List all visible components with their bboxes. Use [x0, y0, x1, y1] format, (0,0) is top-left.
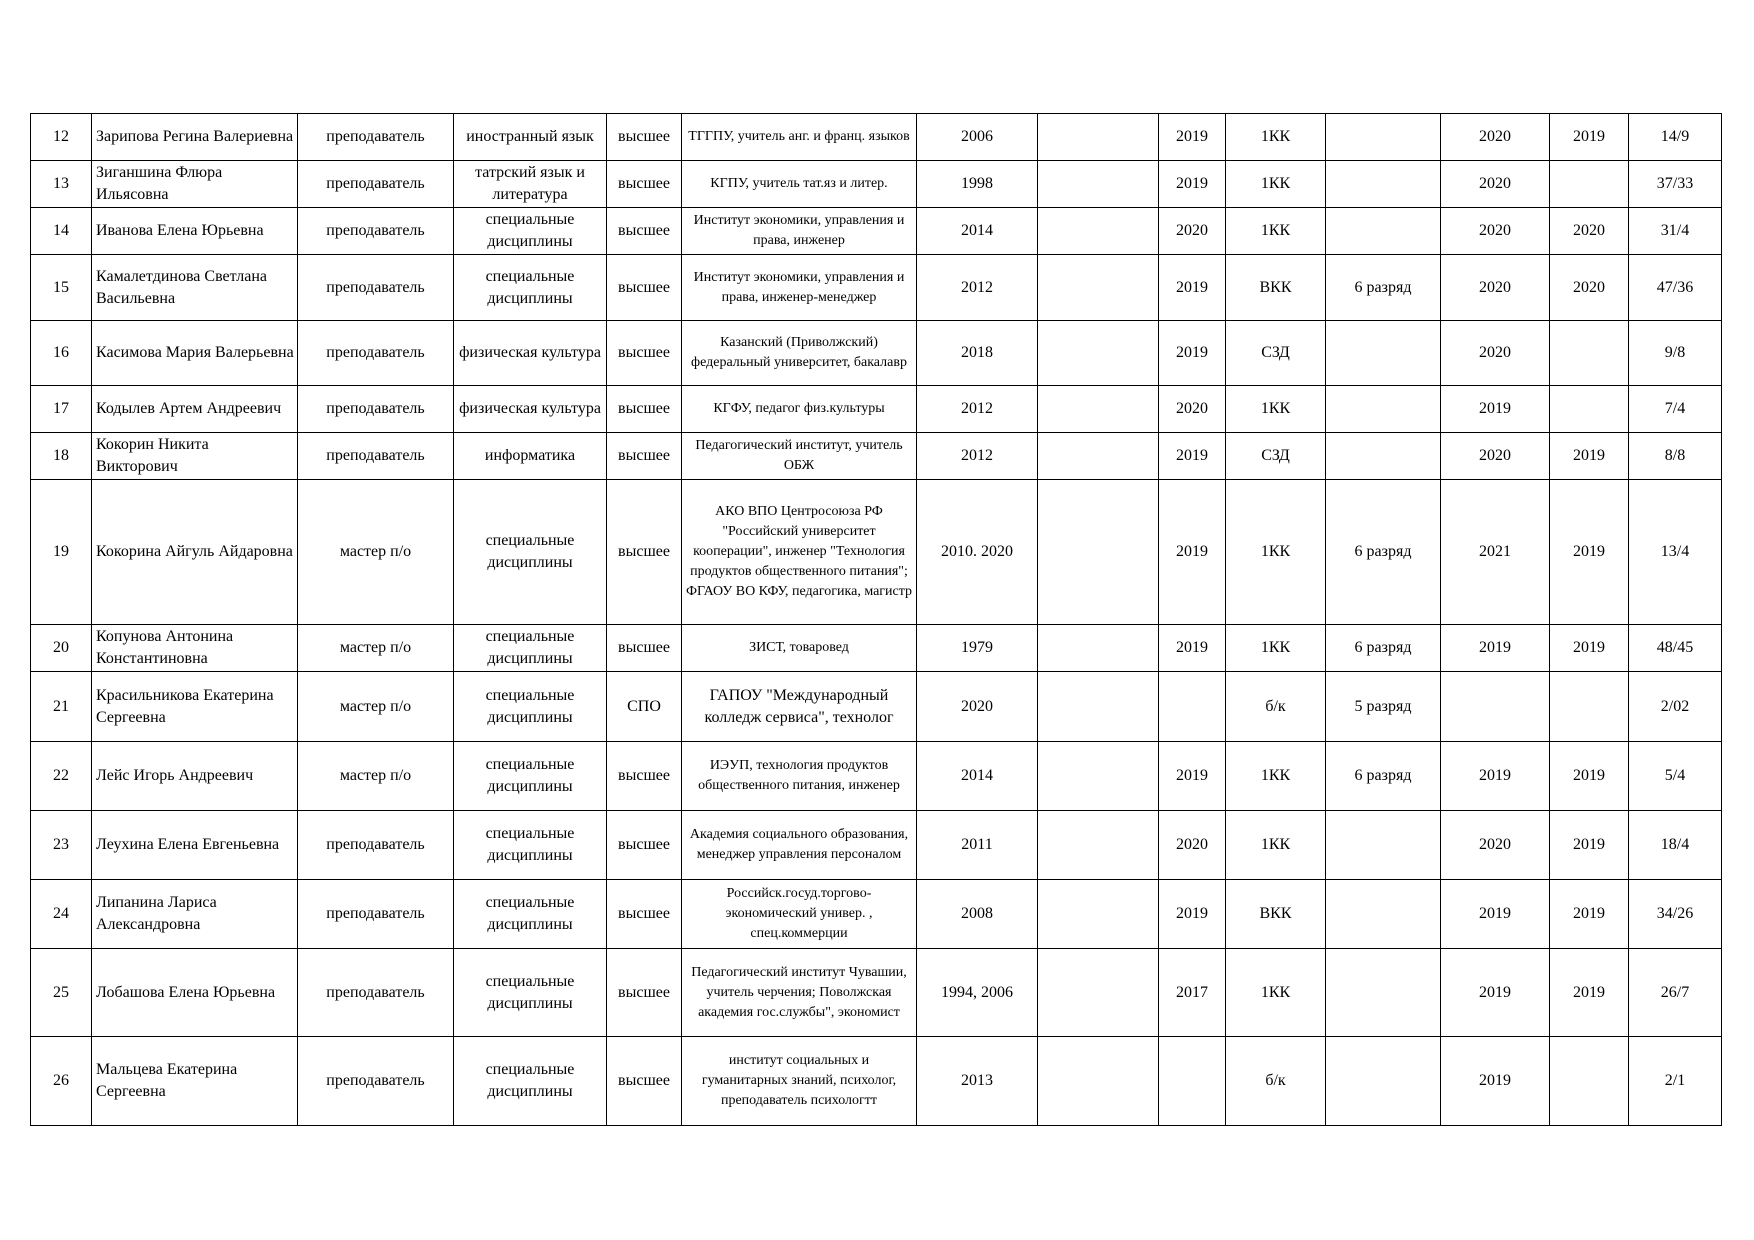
experience: 37/33 — [1629, 161, 1722, 208]
position: преподаватель — [298, 161, 454, 208]
qualification-category: 1КК — [1226, 949, 1326, 1037]
full-name: Копунова Антонина Константиновна — [92, 625, 298, 672]
internship-year: 2019 — [1550, 480, 1629, 625]
education-institution: КГПУ, учитель тат.яз и литер. — [682, 161, 917, 208]
work-rank: 6 разряд — [1326, 480, 1441, 625]
table-row — [31, 625, 1722, 672]
graduation-year: 2013 — [917, 1037, 1038, 1126]
education-level: высшее — [607, 433, 682, 480]
graduation-year: 2012 — [917, 255, 1038, 321]
work-rank — [1326, 1037, 1441, 1126]
experience: 26/7 — [1629, 949, 1722, 1037]
row-number: 26 — [31, 1037, 92, 1126]
full-name: Липанина Лариса Александровна — [92, 880, 298, 949]
full-name: Лейс Игорь Андреевич — [92, 742, 298, 811]
position: преподаватель — [298, 433, 454, 480]
course-year: 2020 — [1441, 433, 1550, 480]
table-row — [31, 255, 1722, 321]
certification-year: 2019 — [1159, 161, 1226, 208]
qualification-category: 1КК — [1226, 386, 1326, 433]
row-number: 25 — [31, 949, 92, 1037]
row-number: 13 — [31, 161, 92, 208]
empty-cell — [1038, 433, 1159, 480]
subject: специальные дисциплины — [454, 880, 607, 949]
qualification-category: СЗД — [1226, 321, 1326, 386]
row-number: 19 — [31, 480, 92, 625]
certification-year: 2019 — [1159, 114, 1226, 161]
course-year: 2021 — [1441, 480, 1550, 625]
subject: физическая культура — [454, 386, 607, 433]
graduation-year: 2008 — [917, 880, 1038, 949]
experience: 8/8 — [1629, 433, 1722, 480]
experience: 2/02 — [1629, 672, 1722, 742]
experience: 13/4 — [1629, 480, 1722, 625]
row-number: 16 — [31, 321, 92, 386]
certification-year: 2017 — [1159, 949, 1226, 1037]
table-row — [31, 949, 1722, 1037]
table-row — [31, 208, 1722, 255]
education-level: высшее — [607, 321, 682, 386]
empty-cell — [1038, 811, 1159, 880]
certification-year: 2020 — [1159, 811, 1226, 880]
course-year: 2020 — [1441, 114, 1550, 161]
course-year: 2019 — [1441, 949, 1550, 1037]
qualification-category: б/к — [1226, 672, 1326, 742]
certification-year: 2019 — [1159, 321, 1226, 386]
certification-year: 2020 — [1159, 386, 1226, 433]
internship-year: 2019 — [1550, 742, 1629, 811]
table-row — [31, 433, 1722, 480]
row-number: 22 — [31, 742, 92, 811]
education-level: высшее — [607, 161, 682, 208]
experience: 2/1 — [1629, 1037, 1722, 1126]
table-row — [31, 114, 1722, 161]
certification-year — [1159, 1037, 1226, 1126]
graduation-year: 2012 — [917, 433, 1038, 480]
empty-cell — [1038, 161, 1159, 208]
position: преподаватель — [298, 386, 454, 433]
work-rank: 5 разряд — [1326, 672, 1441, 742]
qualification-category: 1КК — [1226, 811, 1326, 880]
position: преподаватель — [298, 949, 454, 1037]
position: преподаватель — [298, 811, 454, 880]
course-year: 2020 — [1441, 321, 1550, 386]
graduation-year: 1979 — [917, 625, 1038, 672]
education-institution: Педагогический институт Чувашии, учитель черчения; Поволжская академия гос.службы", экономист — [682, 949, 917, 1037]
subject: специальные дисциплины — [454, 811, 607, 880]
course-year: 2020 — [1441, 255, 1550, 321]
certification-year — [1159, 672, 1226, 742]
table-row — [31, 480, 1722, 625]
experience: 7/4 — [1629, 386, 1722, 433]
graduation-year: 1994, 2006 — [917, 949, 1038, 1037]
row-number: 21 — [31, 672, 92, 742]
full-name: Зиганшина Флюра Ильясовна — [92, 161, 298, 208]
experience: 9/8 — [1629, 321, 1722, 386]
full-name: Кокорина Айгуль Айдаровна — [92, 480, 298, 625]
graduation-year: 2011 — [917, 811, 1038, 880]
position: мастер п/о — [298, 625, 454, 672]
education-level: высшее — [607, 208, 682, 255]
subject: специальные дисциплины — [454, 208, 607, 255]
subject: специальные дисциплины — [454, 625, 607, 672]
certification-year: 2020 — [1159, 208, 1226, 255]
education-level: СПО — [607, 672, 682, 742]
row-number: 12 — [31, 114, 92, 161]
course-year: 2019 — [1441, 742, 1550, 811]
internship-year — [1550, 672, 1629, 742]
work-rank — [1326, 161, 1441, 208]
education-institution: ГАПОУ "Международный колледж сервиса", технолог — [682, 672, 917, 742]
empty-cell — [1038, 949, 1159, 1037]
qualification-category: 1КК — [1226, 161, 1326, 208]
internship-year — [1550, 386, 1629, 433]
row-number: 23 — [31, 811, 92, 880]
certification-year: 2019 — [1159, 880, 1226, 949]
empty-cell — [1038, 625, 1159, 672]
course-year: 2019 — [1441, 880, 1550, 949]
education-institution: ЗИСТ, товаровед — [682, 625, 917, 672]
subject: информатика — [454, 433, 607, 480]
empty-cell — [1038, 880, 1159, 949]
certification-year: 2019 — [1159, 625, 1226, 672]
graduation-year: 2020 — [917, 672, 1038, 742]
graduation-year: 1998 — [917, 161, 1038, 208]
education-institution: Казанский (Приволжский) федеральный университет, бакалавр — [682, 321, 917, 386]
qualification-category: СЗД — [1226, 433, 1326, 480]
education-level: высшее — [607, 811, 682, 880]
course-year: 2019 — [1441, 625, 1550, 672]
row-number: 14 — [31, 208, 92, 255]
subject: татрский язык и литература — [454, 161, 607, 208]
empty-cell — [1038, 386, 1159, 433]
work-rank: 6 разряд — [1326, 742, 1441, 811]
empty-cell — [1038, 742, 1159, 811]
course-year — [1441, 672, 1550, 742]
row-number: 20 — [31, 625, 92, 672]
table-row — [31, 321, 1722, 386]
work-rank — [1326, 949, 1441, 1037]
full-name: Леухина Елена Евгеньевна — [92, 811, 298, 880]
experience: 48/45 — [1629, 625, 1722, 672]
position: преподаватель — [298, 880, 454, 949]
education-institution: Институт экономики, управления и права, инженер-менеджер — [682, 255, 917, 321]
certification-year: 2019 — [1159, 742, 1226, 811]
graduation-year: 2010. 2020 — [917, 480, 1038, 625]
full-name: Мальцева Екатерина Сергеевна — [92, 1037, 298, 1126]
subject: специальные дисциплины — [454, 1037, 607, 1126]
graduation-year: 2018 — [917, 321, 1038, 386]
education-institution: КГФУ, педагог физ.культуры — [682, 386, 917, 433]
certification-year: 2019 — [1159, 433, 1226, 480]
subject: специальные дисциплины — [454, 949, 607, 1037]
course-year: 2020 — [1441, 811, 1550, 880]
course-year: 2020 — [1441, 208, 1550, 255]
qualification-category: б/к — [1226, 1037, 1326, 1126]
empty-cell — [1038, 1037, 1159, 1126]
course-year: 2020 — [1441, 161, 1550, 208]
subject: специальные дисциплины — [454, 672, 607, 742]
empty-cell — [1038, 480, 1159, 625]
experience: 14/9 — [1629, 114, 1722, 161]
education-institution: Российск.госуд.торгово-экономический универ. , спец.коммерции — [682, 880, 917, 949]
subject: специальные дисциплины — [454, 480, 607, 625]
work-rank — [1326, 208, 1441, 255]
position: преподаватель — [298, 114, 454, 161]
course-year: 2019 — [1441, 386, 1550, 433]
course-year: 2019 — [1441, 1037, 1550, 1126]
education-level: высшее — [607, 480, 682, 625]
position: мастер п/о — [298, 742, 454, 811]
graduation-year: 2014 — [917, 742, 1038, 811]
full-name: Красильникова Екатерина Сергеевна — [92, 672, 298, 742]
subject: специальные дисциплины — [454, 742, 607, 811]
education-institution: институт социальных и гуманитарных знаний, психолог, преподаватель психологтт — [682, 1037, 917, 1126]
row-number: 17 — [31, 386, 92, 433]
education-level: высшее — [607, 1037, 682, 1126]
education-institution: ТГГПУ, учитель анг. и франц. языков — [682, 114, 917, 161]
internship-year: 2019 — [1550, 625, 1629, 672]
graduation-year: 2006 — [917, 114, 1038, 161]
table-row — [31, 811, 1722, 880]
empty-cell — [1038, 672, 1159, 742]
education-level: высшее — [607, 114, 682, 161]
internship-year: 2019 — [1550, 433, 1629, 480]
row-number: 24 — [31, 880, 92, 949]
full-name: Касимова Мария Валерьевна — [92, 321, 298, 386]
table-row — [31, 161, 1722, 208]
internship-year: 2019 — [1550, 949, 1629, 1037]
internship-year — [1550, 161, 1629, 208]
education-level: высшее — [607, 625, 682, 672]
work-rank — [1326, 433, 1441, 480]
work-rank — [1326, 880, 1441, 949]
education-institution: Академия социального образования, менеджер управления персоналом — [682, 811, 917, 880]
education-level: высшее — [607, 255, 682, 321]
empty-cell — [1038, 255, 1159, 321]
full-name: Камалетдинова Светлана Васильевна — [92, 255, 298, 321]
qualification-category: 1КК — [1226, 208, 1326, 255]
position: преподаватель — [298, 255, 454, 321]
education-level: высшее — [607, 386, 682, 433]
education-institution: ИЭУП, технология продуктов общественного питания, инженер — [682, 742, 917, 811]
internship-year: 2019 — [1550, 114, 1629, 161]
subject: физическая культура — [454, 321, 607, 386]
education-institution: Педагогический институт, учитель ОБЖ — [682, 433, 917, 480]
table-row — [31, 386, 1722, 433]
education-institution: Институт экономики, управления и права, инженер — [682, 208, 917, 255]
work-rank — [1326, 386, 1441, 433]
qualification-category: 1КК — [1226, 625, 1326, 672]
education-level: высшее — [607, 742, 682, 811]
internship-year: 2019 — [1550, 880, 1629, 949]
education-level: высшее — [607, 949, 682, 1037]
qualification-category: 1КК — [1226, 114, 1326, 161]
internship-year: 2019 — [1550, 811, 1629, 880]
table-row — [31, 742, 1722, 811]
staff-table — [30, 113, 1722, 1126]
full-name: Иванова Елена Юрьевна — [92, 208, 298, 255]
empty-cell — [1038, 321, 1159, 386]
empty-cell — [1038, 208, 1159, 255]
education-level: высшее — [607, 880, 682, 949]
qualification-category: 1КК — [1226, 480, 1326, 625]
graduation-year: 2012 — [917, 386, 1038, 433]
full-name: Кодылев Артем Андреевич — [92, 386, 298, 433]
internship-year: 2020 — [1550, 255, 1629, 321]
position: преподаватель — [298, 321, 454, 386]
experience: 18/4 — [1629, 811, 1722, 880]
subject: иностранный язык — [454, 114, 607, 161]
experience: 47/36 — [1629, 255, 1722, 321]
certification-year: 2019 — [1159, 255, 1226, 321]
internship-year — [1550, 1037, 1629, 1126]
subject: специальные дисциплины — [454, 255, 607, 321]
position: преподаватель — [298, 1037, 454, 1126]
work-rank: 6 разряд — [1326, 625, 1441, 672]
work-rank: 6 разряд — [1326, 255, 1441, 321]
work-rank — [1326, 811, 1441, 880]
qualification-category: ВКК — [1226, 255, 1326, 321]
table-row — [31, 1037, 1722, 1126]
experience: 5/4 — [1629, 742, 1722, 811]
experience: 34/26 — [1629, 880, 1722, 949]
internship-year: 2020 — [1550, 208, 1629, 255]
qualification-category: 1КК — [1226, 742, 1326, 811]
full-name: Зарипова Регина Валериевна — [92, 114, 298, 161]
table-row — [31, 672, 1722, 742]
empty-cell — [1038, 114, 1159, 161]
table-row — [31, 880, 1722, 949]
position: мастер п/о — [298, 672, 454, 742]
position: преподаватель — [298, 208, 454, 255]
education-institution: АКО ВПО Центросоюза РФ "Российский университет кооперации", инженер "Технология продуктов общественного питания"; ФГАОУ ВО КФУ, педагогика, магистр — [682, 480, 917, 625]
graduation-year: 2014 — [917, 208, 1038, 255]
full-name: Кокорин Никита Викторович — [92, 433, 298, 480]
work-rank — [1326, 114, 1441, 161]
experience: 31/4 — [1629, 208, 1722, 255]
work-rank — [1326, 321, 1441, 386]
internship-year — [1550, 321, 1629, 386]
position: мастер п/о — [298, 480, 454, 625]
row-number: 18 — [31, 433, 92, 480]
certification-year: 2019 — [1159, 480, 1226, 625]
qualification-category: ВКК — [1226, 880, 1326, 949]
row-number: 15 — [31, 255, 92, 321]
full-name: Лобашова Елена Юрьевна — [92, 949, 298, 1037]
